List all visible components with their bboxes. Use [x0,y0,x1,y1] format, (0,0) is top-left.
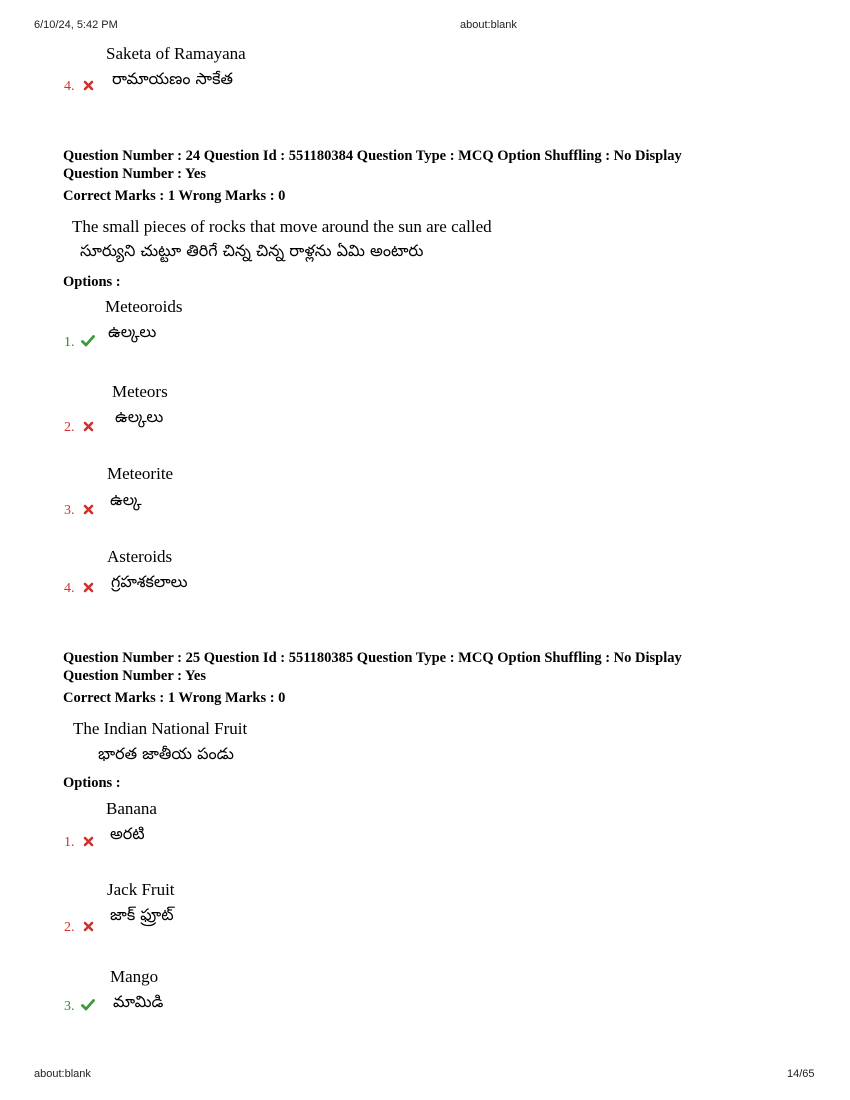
q25-option-1-en: Banana [106,799,157,818]
q24-meta-2: Question Number : Yes [63,166,206,182]
check-icon [81,999,93,1011]
q25-option-3-te: మామిడి [113,992,164,1011]
cross-icon [83,921,95,933]
q24-text-en: The small pieces of rocks that move around the sun are called [72,217,492,236]
check-icon [81,335,93,347]
q25-text-te: భారత జాతీయ పండు [98,744,234,763]
print-page-number: 14/65 [787,1068,815,1080]
print-title: about:blank [460,19,517,31]
prev-option-4-number: 4. [64,79,75,94]
q25-meta: Question Number : 25 Question Id : 551180385 Question Type : MCQ Option Shuffling : No Display [63,650,682,666]
q24-option-2-en: Meteors [112,382,168,401]
cross-icon [83,836,95,848]
q24-option-3-en: Meteorite [107,464,174,483]
q25-text-en: The Indian National Fruit [73,719,248,738]
q25-options-label: Options : [63,775,121,791]
q25-option-1-te: అరటి [110,824,145,843]
cross-icon [83,80,95,92]
prev-option-4-te: రామాయణం సాకేత [112,69,233,88]
q24-option-3-number: 3. [64,503,75,518]
q24-option-1-number: 1. [64,335,75,350]
print-datetime: 6/10/24, 5:42 PM [34,19,118,31]
cross-icon [83,421,95,433]
q24-option-1-en: Meteoroids [105,297,183,316]
print-footer-url: about:blank [34,1068,91,1080]
q24-marks: Correct Marks : 1 Wrong Marks : 0 [63,188,286,204]
q24-option-3-te: ఉల్క [110,490,142,509]
q24-option-2-te: ఉల్కలు [115,407,164,426]
q25-option-2-te: జాక్ ఫ్రూట్ [110,905,174,924]
cross-icon [83,582,95,594]
q25-option-1-number: 1. [64,835,75,850]
prev-option-4-en: Saketa of Ramayana [106,44,246,63]
q25-marks: Correct Marks : 1 Wrong Marks : 0 [63,690,286,706]
q25-option-3-number: 3. [64,999,75,1014]
q25-option-3-en: Mango [110,967,159,986]
cross-icon [83,504,95,516]
q24-option-1-te: ఉల్కలు [108,322,157,341]
q25-meta-2: Question Number : Yes [63,668,206,684]
q24-meta: Question Number : 24 Question Id : 551180384 Question Type : MCQ Option Shuffling : No Display [63,148,682,164]
q24-option-4-number: 4. [64,581,75,596]
q25-option-2-en: Jack Fruit [107,880,175,899]
q24-options-label: Options : [63,274,121,290]
q24-option-4-te: గ్రహశకలాలు [111,572,188,591]
q24-option-4-en: Asteroids [107,547,173,566]
q24-option-2-number: 2. [64,420,75,435]
q25-option-2-number: 2. [64,920,75,935]
q24-text-te: సూర్యుని చుట్టూ తిరిగే చిన్న చిన్న రాళ్లను ఏమి అంటారు [80,241,424,260]
